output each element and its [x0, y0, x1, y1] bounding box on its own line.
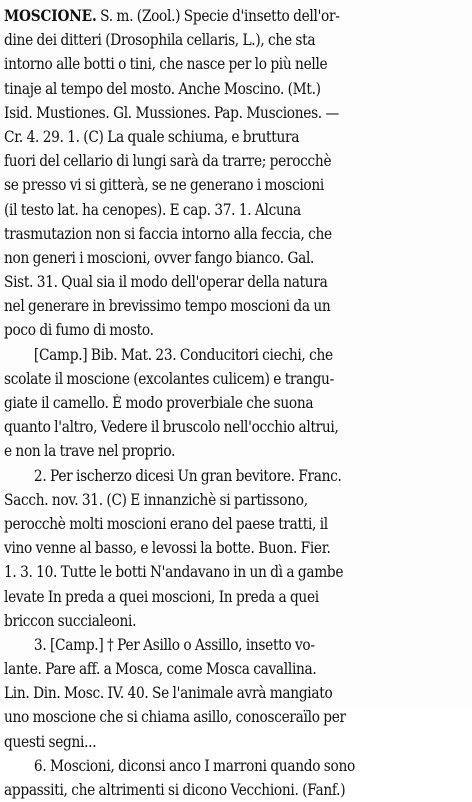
entry-line-26: briccon succialeoni.: [4, 611, 137, 630]
entry-line-1-rest: S. m. (Zool.) Specie d'insetto dell'or-: [96, 7, 340, 25]
entry-line-1: [4, 4, 466, 28]
entry-line-11: non generi i moscioni, ovver fango bianco. Gal.: [4, 248, 315, 267]
entry-line-3: intorno alle botti o tini, che nasce per lo più nelle: [4, 55, 328, 74]
entry-line-30: uno moscione che si chiama asillo, conosceraïlo per: [4, 708, 346, 727]
entry-line-16: scolate il moscione (excolantes culicem) e trangu-: [4, 369, 334, 388]
entry-line-13: nel generare in brevissimo tempo moscioni da un: [4, 297, 331, 316]
entry-line-5: Isid. Mustiones. Gl. Mussiones. Pap. Musciones. —: [4, 103, 339, 122]
entry-line-23: vino venne al basso, e levossi la botte. Buon. Fier.: [4, 539, 331, 558]
entry-line-22: perocchè molti moscioni erano del paese tratti, il: [4, 514, 328, 533]
entry-line-9: (il testo lat. ha cenopes). E cap. 37. 1. Alcuna: [4, 200, 301, 219]
entry-line-24: 1. 3. 10. Tutte le botti N'andavano in un dì a gambe: [4, 563, 344, 582]
entry-line-25: levate In preda a quei moscioni, In preda a quei: [4, 587, 319, 606]
entry-line-19: e non la trave nel proprio.: [4, 442, 176, 461]
entry-line-6: Cr. 4. 29. 1. (C) La quale schiuma, e bruttura: [4, 127, 300, 146]
entry-line-8: se presso vi si gitterà, se ne generano i moscioni: [4, 176, 324, 195]
entry-line-21: Sacch. nov. 31. (C) E innanzichè si partissono,: [4, 490, 308, 509]
entry-line-12: Sist. 31. Qual sia il modo dell'operar della natura: [4, 273, 328, 292]
entry-line-31: questi segni...: [4, 732, 97, 751]
entry-line-20: 2. Per ischerzo dicesi Un gran bevitore. Franc.: [33, 466, 342, 485]
entry-line-15: [Camp.] Bib. Mat. 23. Conducitori ciechi, che: [33, 345, 333, 364]
entry-line-7: fuori del cellario di lungi sarà da trarre; perocchè: [4, 152, 332, 171]
entry-line-33: appassiti, che altrimenti si dicono Vecchioni. (Fanf.): [4, 781, 346, 799]
entry-line-18: quanto l'altro, Vedere il bruscolo nell'occhio altrui,: [4, 418, 339, 437]
entry-line-4: tinaje al tempo del mosto. Anche Moscino. (Mt.): [4, 79, 321, 98]
entry-headword: MOSCIONE.: [4, 6, 97, 25]
entry-line-10: trasmutazion non si faccia intorno alla feccia, che: [4, 224, 332, 243]
entry-line-17: giate il camello. È modo proverbiale che suona: [4, 394, 314, 412]
entry-line-2: dine dei ditteri (Drosophila cellaris, L.), che sta: [4, 31, 316, 50]
dictionary-entry-moscione: [4, 4, 466, 802]
entry-line-28: lante. Pare aff. a Mosca, come Mosca cavallina.: [4, 660, 317, 679]
entry-line-29: Lin. Din. Mosc. IV. 40. Se l'animale avrà mangiato: [4, 684, 333, 703]
entry-line-32: 6. Moscioni, diconsi anco I marroni quando sono: [33, 756, 355, 775]
entry-line-14: poco di fumo di mosto.: [4, 321, 154, 340]
entry-line-27: 3. [Camp.] † Per Asillo o Assillo, insetto vo-: [33, 635, 315, 654]
